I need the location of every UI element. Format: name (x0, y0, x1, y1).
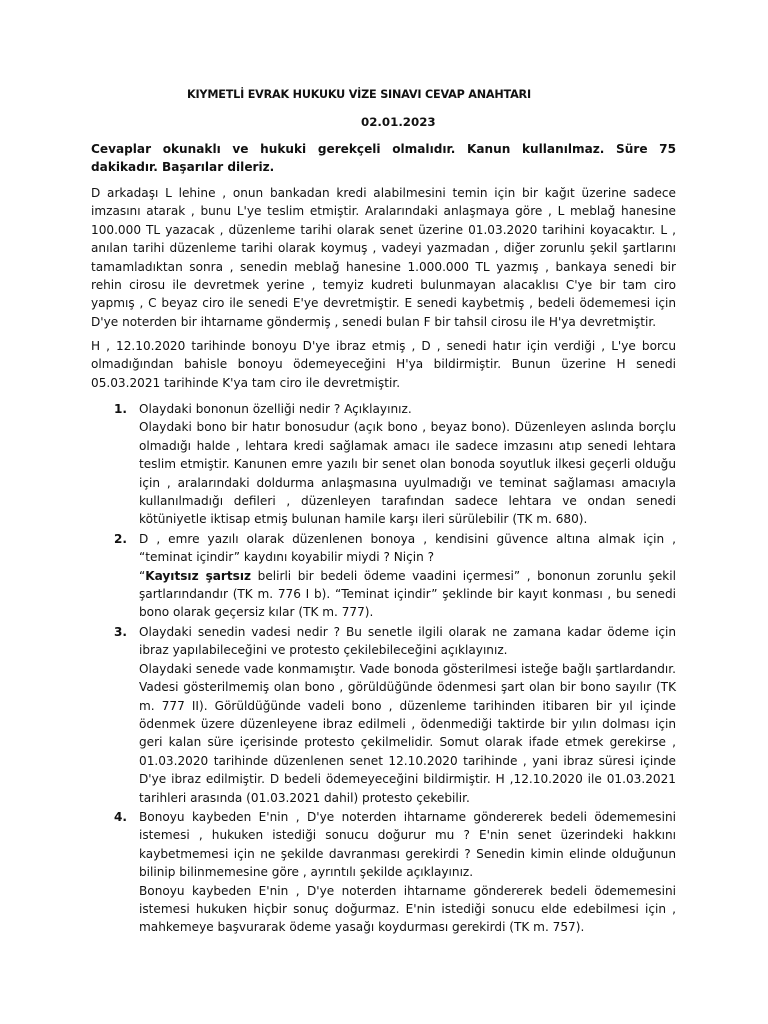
question-text: D , emre yazılı olarak düzenlenen bonoya , kendisini güvence altına almak için , “teminat içindir” kaydını koyabilir miydi ? Niçin ? (139, 531, 676, 565)
question-number: 1. (114, 402, 128, 416)
question-item-1 (91, 400, 676, 529)
answer-open-quote: “ (139, 568, 146, 583)
exam-instructions: Cevaplar okunaklı ve hukuki gerekçeli olmalıdır. Kanun kullanılmaz. Süre 75 dakikadır. Başarılar dileriz. (91, 142, 676, 175)
question-text: Olaydaki bononun özelliği nedir ? Açıklayınız. (139, 402, 412, 416)
answer-rest: belirli bir bedeli ödeme vaadini içermesi” , bononun zorunlu şekil şartlarındandır (TK m. 776 I b). “Teminat içindir” şeklinde bir kayıt konması , bu senedi bono olarak geçersiz kılar (TK m. 777). (139, 568, 676, 620)
question-text: Bonoyu kaybeden E'nin , D'ye noterden ihtarname göndererek bedeli ödememesini istemesi , hukuken istediği sonucu doğurur mu ? E'nin senet üzerindeki hakkını kaybetmemesi için ne şekilde davranması gerekirdi ? Senedin kimin elinde olduğunun bilinip bilinmemesine göre , ayrıntılı şekilde açıklayınız. (139, 809, 676, 880)
document-title: KIYMETLİ EVRAK HUKUKU VİZE SINAVI CEVAP ANAHTARI (187, 88, 531, 101)
question-item-2 (91, 530, 676, 622)
answer-text (139, 567, 676, 622)
question-number: 2. (114, 531, 128, 546)
document-date: 02.01.2023 (361, 115, 436, 129)
question-text: Olaydaki senedin vadesi nedir ? Bu senetle ilgili olarak ne zamana kadar ödeme için ibraz yapılabileceğini ve protesto çekilebileceğini açıklayınız. (139, 624, 676, 658)
question-number: 4. (114, 809, 128, 824)
question-number: 3. (114, 624, 128, 639)
case-paragraph-1: D arkadaşı L lehine , onun bankadan kredi alabilmesini temin için bir kağıt üzerine sadece imzasını atarak , bunu L'ye teslim etmiştir. Aralarındaki anlaşmaya göre , L meblağ hanesine 100.000 TL yazacak , düzenleme tarihi olarak senet üzerine 01.03.2020 tarihini koyacaktır. L , anılan tarihi düzenleme tarihi olarak koymuş , vadeyi yazmadan , diğer zorunlu şekil şartlarını tamamladıktan sonra , senedin meblağ hanesine 1.000.000 TL yazmış , bankaya senedi bir rehin cirosu ile devretmek yerine , temyiz kudreti bulunmayan alacaklısı C'ye bir tam ciro yapmış , C beyaz ciro ile senedi E'ye devretmiştir. E senedi kaybetmiş , bedeli ödememesi için D'ye noterden bir ihtarname göndermiş , senedi bulan F bir tahsil cirosu ile H'ya devretmiştir. (91, 186, 676, 329)
answer-text: Olaydaki bono bir hatır bonosudur (açık bono , beyaz bono). Düzenleyen aslında borçlu olmadığı halde , lehtara kredi sağlamak amacı ile sadece imzasını atıp senedi lehtara teslim etmiştir. Kanunen emre yazılı bir senet olan bonoda soyutluk ilkesi geçerli olduğu için , aralarındaki doldurma anlaşmasına uyulmadığı ve teminat sağlaması amacıyla kullanılmadığı defileri , düzenleyen tarafından sadece lehtara ve ondan senedi kötüniyetle iktisap etmiş bulunan hamile karşı ileri sürülebilir (TK m. 680). (139, 420, 676, 527)
answer-text: Olaydaki senede vade konmamıştır. Vade bonoda gösterilmesi isteğe bağlı şartlardandır. Vadesi gösterilmemiş olan bono , görüldüğünde ödenmesi şart olan bir bono sayılır (TK m. 777 II). Görüldüğünde vadeli bono , düzenleme tarihinden itibaren bir yıl içinde ödenmek üzere düzenleyene ibraz edilmeli , ödenmediği taktirde bir yılın dolması için geri kalan süre içerisinde protesto çekilmelidir. Somut olarak ifade etmek gerekirse , 01.03.2020 tarihinde düzenlenen senet 12.10.2020 tarihinde , yani ibraz süresi içinde D'ye ibraz edilmiştir. D bedeli ödemeyeceğini bildirmiştir. H ,12.10.2020 ile 01.03.2021 tarihleri arasında (01.03.2021 dahil) protesto çekebilir. (139, 661, 676, 805)
answer-emphasis: Kayıtsız şartsız (145, 568, 252, 583)
question-item-4 (91, 808, 676, 937)
answer-text: Bonoyu kaybeden E'nin , D'ye noterden ihtarname göndererek bedeli ödememesini istemesi hukuken hiçbir sonuç doğurmaz. E'nin istediği sonucu elde edebilmesi için , mahkemeye başvurarak ödeme yasağı koydurması gerekirdi (TK m. 757). (139, 883, 676, 935)
case-paragraph-2: H , 12.10.2020 tarihinde bonoyu D'ye ibraz etmiş , D , senedi hatır için verdiği , L'ye borcu olmadığından bahisle bonoyu ödemeyeceğini H'ya bildirmiştir. Bunun üzerine H senedi 05.03.2021 tarihinde K'ya tam ciro ile devretmiştir. (91, 339, 676, 390)
question-item-3 (91, 623, 676, 807)
question-list (91, 400, 676, 937)
